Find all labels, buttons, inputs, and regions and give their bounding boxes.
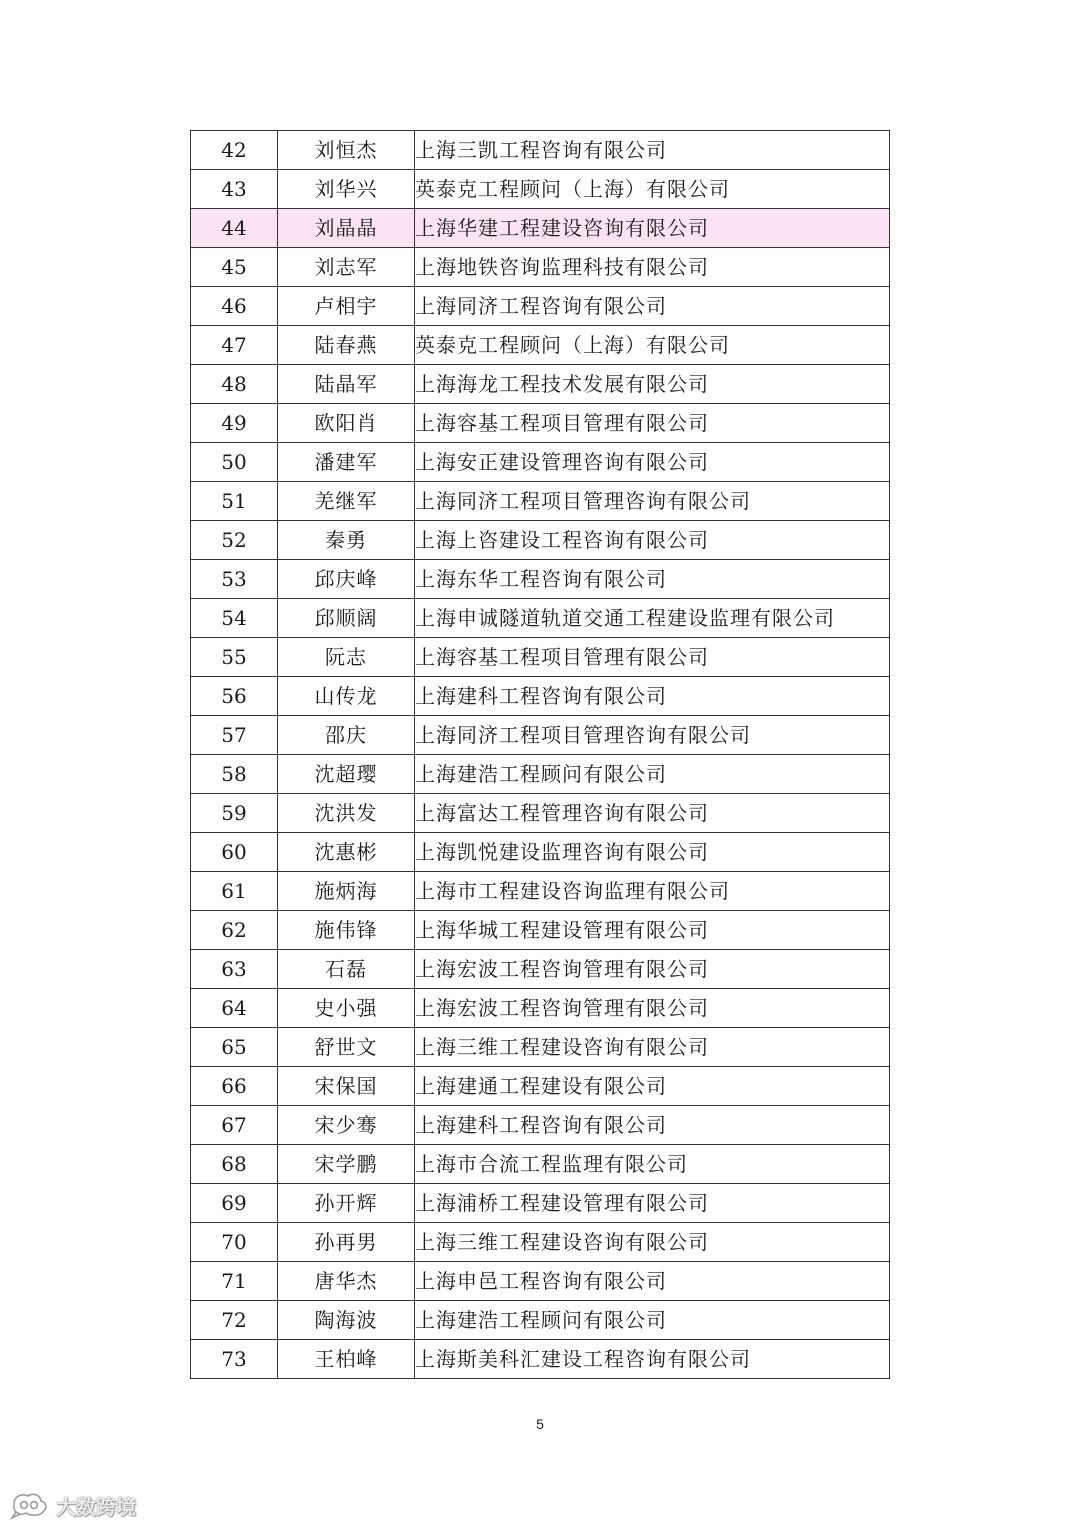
row-number: 52 bbox=[191, 521, 278, 560]
table-row bbox=[191, 482, 890, 521]
company-name: 上海海龙工程技术发展有限公司 bbox=[415, 365, 890, 404]
table-row bbox=[191, 1340, 890, 1379]
person-name: 舒世文 bbox=[278, 1028, 415, 1067]
person-name: 史小强 bbox=[278, 989, 415, 1028]
table-row bbox=[191, 248, 890, 287]
row-number: 42 bbox=[191, 131, 278, 170]
company-name: 上海华建工程建设咨询有限公司 bbox=[415, 209, 890, 248]
roster-table-body bbox=[191, 131, 890, 1379]
row-number: 61 bbox=[191, 872, 278, 911]
company-name: 英泰克工程顾问（上海）有限公司 bbox=[415, 326, 890, 365]
table-row bbox=[191, 209, 890, 248]
row-number: 67 bbox=[191, 1106, 278, 1145]
table-row bbox=[191, 833, 890, 872]
person-name: 邱庆峰 bbox=[278, 560, 415, 599]
table-row bbox=[191, 872, 890, 911]
company-name: 上海市工程建设咨询监理有限公司 bbox=[415, 872, 890, 911]
row-number: 51 bbox=[191, 482, 278, 521]
company-name: 上海建科工程咨询有限公司 bbox=[415, 677, 890, 716]
company-name: 上海三维工程建设咨询有限公司 bbox=[415, 1223, 890, 1262]
person-name: 刘晶晶 bbox=[278, 209, 415, 248]
company-name: 上海建浩工程顾问有限公司 bbox=[415, 755, 890, 794]
company-name: 上海同济工程咨询有限公司 bbox=[415, 287, 890, 326]
person-name: 刘志军 bbox=[278, 248, 415, 287]
table-row bbox=[191, 677, 890, 716]
row-number: 71 bbox=[191, 1262, 278, 1301]
person-name: 陆晶军 bbox=[278, 365, 415, 404]
row-number: 55 bbox=[191, 638, 278, 677]
person-name: 孙开辉 bbox=[278, 1184, 415, 1223]
table-row bbox=[191, 326, 890, 365]
page-number: 5 bbox=[536, 1416, 544, 1432]
table-row bbox=[191, 131, 890, 170]
company-name: 上海浦桥工程建设管理有限公司 bbox=[415, 1184, 890, 1223]
table-row bbox=[191, 287, 890, 326]
table-row bbox=[191, 521, 890, 560]
person-name: 施伟锋 bbox=[278, 911, 415, 950]
watermark-text: 大数跨境 bbox=[56, 1494, 136, 1519]
company-name: 上海三凯工程咨询有限公司 bbox=[415, 131, 890, 170]
person-name: 山传龙 bbox=[278, 677, 415, 716]
table-row bbox=[191, 599, 890, 638]
company-name: 上海富达工程管理咨询有限公司 bbox=[415, 794, 890, 833]
person-name: 王柏峰 bbox=[278, 1340, 415, 1379]
row-number: 49 bbox=[191, 404, 278, 443]
row-number: 64 bbox=[191, 989, 278, 1028]
company-name: 上海东华工程咨询有限公司 bbox=[415, 560, 890, 599]
company-name: 上海华城工程建设管理有限公司 bbox=[415, 911, 890, 950]
company-name: 上海容基工程项目管理有限公司 bbox=[415, 404, 890, 443]
table-row bbox=[191, 1262, 890, 1301]
row-number: 43 bbox=[191, 170, 278, 209]
table-row bbox=[191, 989, 890, 1028]
table-row bbox=[191, 1106, 890, 1145]
person-name: 欧阳肖 bbox=[278, 404, 415, 443]
person-name: 邱顺阔 bbox=[278, 599, 415, 638]
row-number: 57 bbox=[191, 716, 278, 755]
row-number: 72 bbox=[191, 1301, 278, 1340]
company-name: 上海申诚隧道轨道交通工程建设监理有限公司 bbox=[415, 599, 890, 638]
row-number: 59 bbox=[191, 794, 278, 833]
row-number: 73 bbox=[191, 1340, 278, 1379]
table-row bbox=[191, 950, 890, 989]
person-name: 陶海波 bbox=[278, 1301, 415, 1340]
row-number: 46 bbox=[191, 287, 278, 326]
company-name: 英泰克工程顾问（上海）有限公司 bbox=[415, 170, 890, 209]
table-row bbox=[191, 716, 890, 755]
company-name: 上海容基工程项目管理有限公司 bbox=[415, 638, 890, 677]
row-number: 68 bbox=[191, 1145, 278, 1184]
person-name: 沈超璎 bbox=[278, 755, 415, 794]
roster-table bbox=[190, 130, 890, 1379]
person-name: 唐华杰 bbox=[278, 1262, 415, 1301]
row-number: 63 bbox=[191, 950, 278, 989]
person-name: 刘恒杰 bbox=[278, 131, 415, 170]
company-name: 上海同济工程项目管理咨询有限公司 bbox=[415, 716, 890, 755]
row-number: 56 bbox=[191, 677, 278, 716]
person-name: 石磊 bbox=[278, 950, 415, 989]
row-number: 54 bbox=[191, 599, 278, 638]
person-name: 刘华兴 bbox=[278, 170, 415, 209]
company-name: 上海申邑工程咨询有限公司 bbox=[415, 1262, 890, 1301]
company-name: 上海同济工程项目管理咨询有限公司 bbox=[415, 482, 890, 521]
table-row bbox=[191, 1067, 890, 1106]
watermark bbox=[8, 1488, 136, 1522]
company-name: 上海宏波工程咨询管理有限公司 bbox=[415, 989, 890, 1028]
table-row bbox=[191, 911, 890, 950]
company-name: 上海斯美科汇建设工程咨询有限公司 bbox=[415, 1340, 890, 1379]
bubble-logo-icon bbox=[8, 1490, 52, 1520]
person-name: 潘建军 bbox=[278, 443, 415, 482]
row-number: 50 bbox=[191, 443, 278, 482]
company-name: 上海地铁咨询监理科技有限公司 bbox=[415, 248, 890, 287]
row-number: 62 bbox=[191, 911, 278, 950]
table-row bbox=[191, 170, 890, 209]
row-number: 44 bbox=[191, 209, 278, 248]
company-name: 上海市合流工程监理有限公司 bbox=[415, 1145, 890, 1184]
table-row bbox=[191, 1223, 890, 1262]
table-row bbox=[191, 1301, 890, 1340]
row-number: 53 bbox=[191, 560, 278, 599]
row-number: 69 bbox=[191, 1184, 278, 1223]
person-name: 宋学鹏 bbox=[278, 1145, 415, 1184]
table-row bbox=[191, 755, 890, 794]
person-name: 秦勇 bbox=[278, 521, 415, 560]
person-name: 阮志 bbox=[278, 638, 415, 677]
row-number: 70 bbox=[191, 1223, 278, 1262]
company-name: 上海凯悦建设监理咨询有限公司 bbox=[415, 833, 890, 872]
company-name: 上海宏波工程咨询管理有限公司 bbox=[415, 950, 890, 989]
person-name: 宋少骞 bbox=[278, 1106, 415, 1145]
table-row bbox=[191, 443, 890, 482]
table-row bbox=[191, 794, 890, 833]
company-name: 上海安正建设管理咨询有限公司 bbox=[415, 443, 890, 482]
table-row bbox=[191, 638, 890, 677]
row-number: 45 bbox=[191, 248, 278, 287]
company-name: 上海建通工程建设有限公司 bbox=[415, 1067, 890, 1106]
person-name: 沈惠彬 bbox=[278, 833, 415, 872]
row-number: 60 bbox=[191, 833, 278, 872]
table-row bbox=[191, 365, 890, 404]
row-number: 58 bbox=[191, 755, 278, 794]
person-name: 沈洪发 bbox=[278, 794, 415, 833]
row-number: 65 bbox=[191, 1028, 278, 1067]
company-name: 上海建科工程咨询有限公司 bbox=[415, 1106, 890, 1145]
table-row bbox=[191, 560, 890, 599]
person-name: 陆春燕 bbox=[278, 326, 415, 365]
person-name: 施炳海 bbox=[278, 872, 415, 911]
row-number: 48 bbox=[191, 365, 278, 404]
table-row bbox=[191, 404, 890, 443]
table-row bbox=[191, 1028, 890, 1067]
company-name: 上海上咨建设工程咨询有限公司 bbox=[415, 521, 890, 560]
person-name: 孙再男 bbox=[278, 1223, 415, 1262]
row-number: 66 bbox=[191, 1067, 278, 1106]
table-row bbox=[191, 1145, 890, 1184]
person-name: 邵庆 bbox=[278, 716, 415, 755]
company-name: 上海建浩工程顾问有限公司 bbox=[415, 1301, 890, 1340]
person-name: 羌继军 bbox=[278, 482, 415, 521]
company-name: 上海三维工程建设咨询有限公司 bbox=[415, 1028, 890, 1067]
table-row bbox=[191, 1184, 890, 1223]
person-name: 卢相宇 bbox=[278, 287, 415, 326]
person-name: 宋保国 bbox=[278, 1067, 415, 1106]
row-number: 47 bbox=[191, 326, 278, 365]
